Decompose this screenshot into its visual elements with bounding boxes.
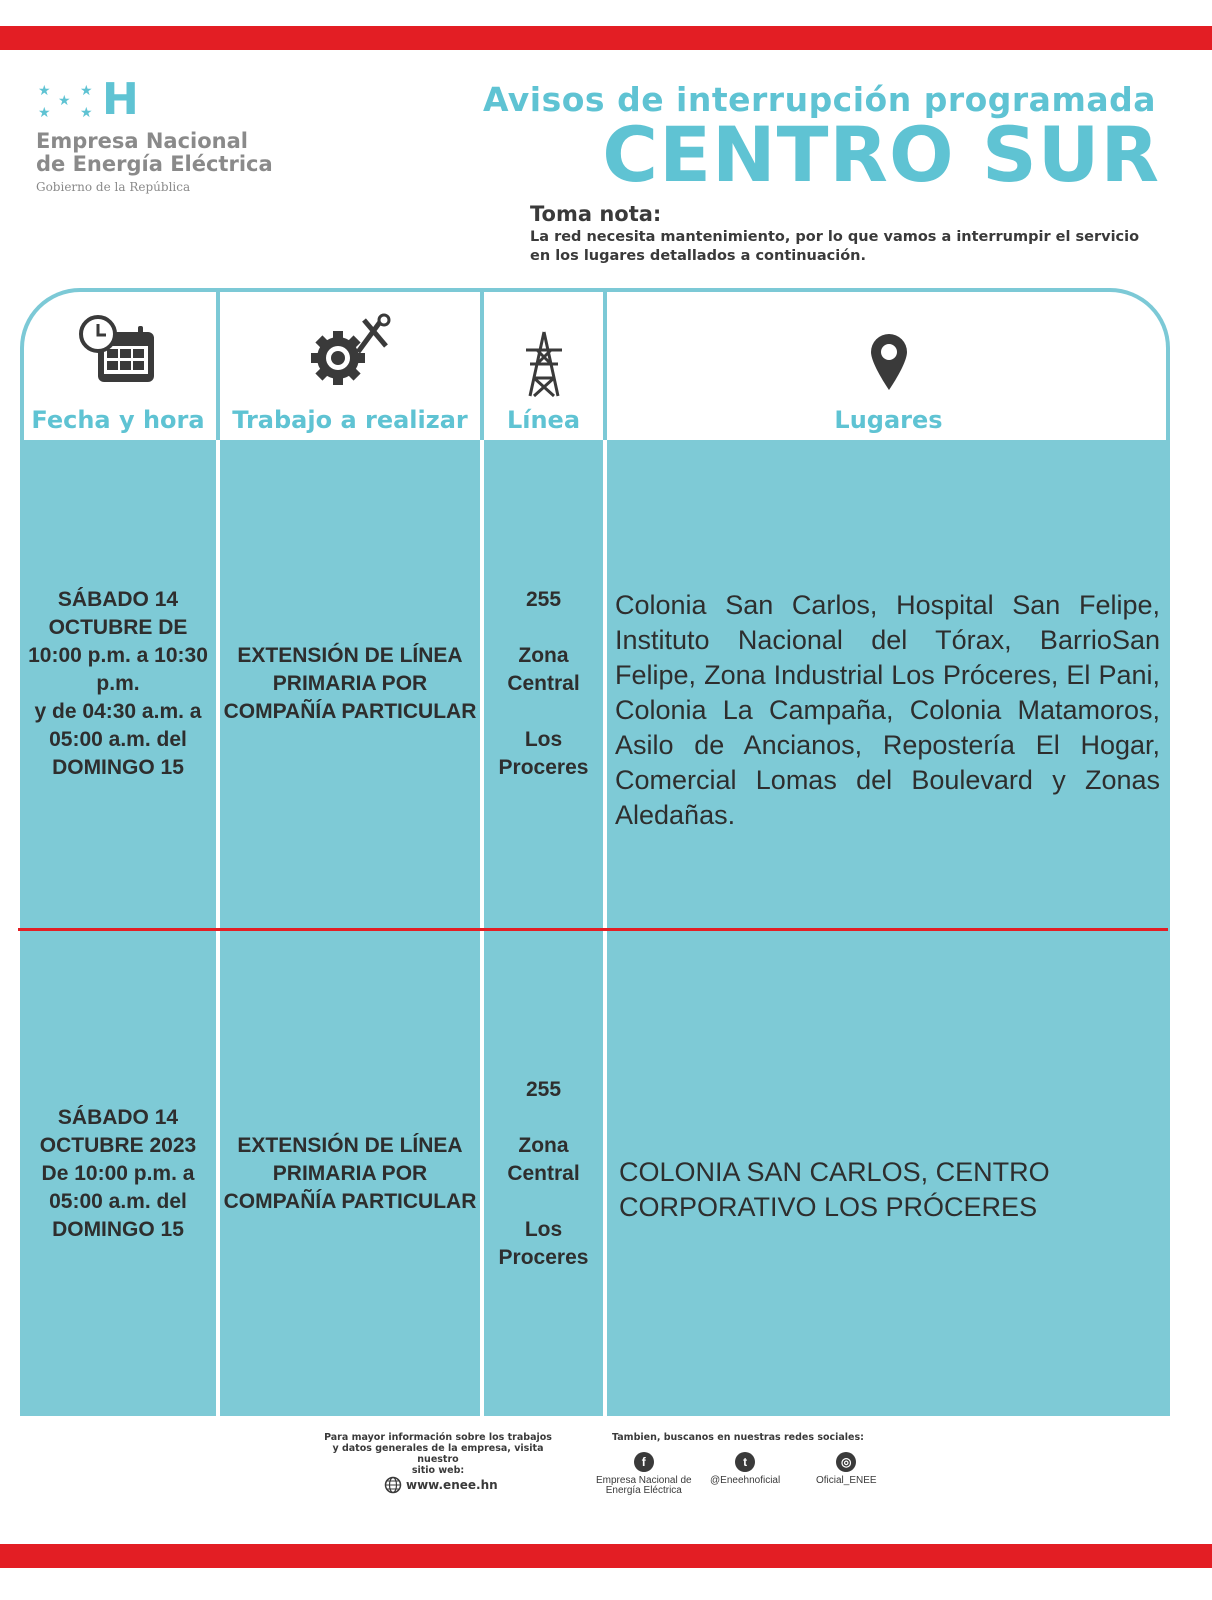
location-pin-icon bbox=[869, 332, 909, 392]
globe-icon bbox=[384, 1476, 402, 1494]
outage-table bbox=[20, 288, 1170, 1416]
power-tower-icon bbox=[522, 330, 566, 400]
facebook-link[interactable]: f Empresa Nacional de Energía Eléctrica bbox=[596, 1452, 692, 1496]
column-label: Trabajo a realizar bbox=[232, 406, 468, 434]
column-label: Lugares bbox=[834, 406, 943, 434]
row2-places: COLONIA SAN CARLOS, CENTRO CORPORATIVO LOS PRÓCERES bbox=[619, 1157, 1050, 1222]
bottom-red-bar bbox=[0, 1544, 1212, 1568]
twitter-icon: t bbox=[735, 1452, 755, 1472]
column-header-date bbox=[20, 288, 216, 440]
column-header-places bbox=[607, 288, 1170, 440]
top-red-bar bbox=[0, 26, 1212, 50]
website-url[interactable]: www.enee.hn bbox=[406, 1478, 498, 1492]
star-icon: ★ bbox=[38, 83, 51, 99]
column-label: Línea bbox=[506, 406, 581, 434]
star-icon: ★ bbox=[80, 105, 93, 121]
footer-info: Para mayor información sobre los trabajos y datos generales de la empresa, visita nuestro sitio web: bbox=[324, 1432, 552, 1476]
gear-wrench-icon bbox=[308, 312, 392, 388]
star-icon: ★ bbox=[38, 105, 51, 121]
instagram-link[interactable]: ◎ Oficial_ENEE bbox=[816, 1452, 877, 1486]
enee-logo bbox=[36, 74, 316, 194]
logo-letter: H bbox=[102, 74, 139, 125]
calendar-clock-icon bbox=[76, 312, 160, 388]
company-name: Empresa Nacional de Energía Eléctrica bbox=[36, 129, 273, 176]
row1-line: 255 Zona Central Los Proceres bbox=[498, 588, 589, 779]
page-title: CENTRO SUR bbox=[602, 110, 1160, 199]
column-header-line bbox=[484, 288, 603, 440]
star-icon: ★ bbox=[58, 93, 71, 109]
row2-date: SÁBADO 14 OCTUBRE 2023 De 10:00 p.m. a 05:00 a.m. del DOMINGO 15 bbox=[39, 1105, 197, 1241]
note-title: Toma nota: bbox=[530, 202, 662, 226]
row1-work: EXTENSIÓN DE LÍNEA PRIMARIA POR COMPAÑÍA PARTICULAR bbox=[223, 644, 477, 723]
instagram-icon: ◎ bbox=[836, 1452, 856, 1472]
star-icon: ★ bbox=[80, 83, 93, 99]
row1-date: SÁBADO 14 OCTUBRE DE 10:00 p.m. a 10:30 p.m. y de 04:30 a.m. a 05:00 a.m. del DOMINGO 15 bbox=[28, 588, 208, 779]
website-link[interactable] bbox=[384, 1476, 498, 1494]
column-header-work bbox=[220, 288, 480, 440]
logo-mark bbox=[36, 74, 316, 125]
row2-line: 255 Zona Central Los Proceres bbox=[498, 1077, 589, 1269]
notice-note bbox=[530, 202, 1170, 266]
government-label: Gobierno de la República bbox=[36, 180, 191, 194]
page-subtitle: Avisos de interrupción programada bbox=[482, 80, 1156, 119]
row1-places: Colonia San Carlos, Hospital San Felipe, Instituto Nacional del Tórax, BarrioSan Felipe, Zona Industrial Los Próceres, El Pani, Colonia La Campaña, Colonia Matamoros, Asilo de Ancianos, Repostería El Hogar, Comercial Lomas del Boulevard y Zonas Aledañas. bbox=[615, 590, 1160, 830]
column-divider bbox=[603, 288, 607, 1416]
column-label: Fecha y hora bbox=[31, 406, 205, 434]
row2-work: EXTENSIÓN DE LÍNEA PRIMARIA POR COMPAÑÍA PARTICULAR bbox=[223, 1133, 477, 1213]
note-text: La red necesita mantenimiento, por lo que vamos a interrumpir el servicio en los lugares detallados a continuación. bbox=[530, 229, 1140, 264]
social-label: Tambien, buscanos en nuestras redes sociales: bbox=[612, 1432, 864, 1443]
twitter-link[interactable]: t @Eneehnoficial bbox=[710, 1452, 780, 1486]
facebook-icon: f bbox=[634, 1452, 654, 1472]
